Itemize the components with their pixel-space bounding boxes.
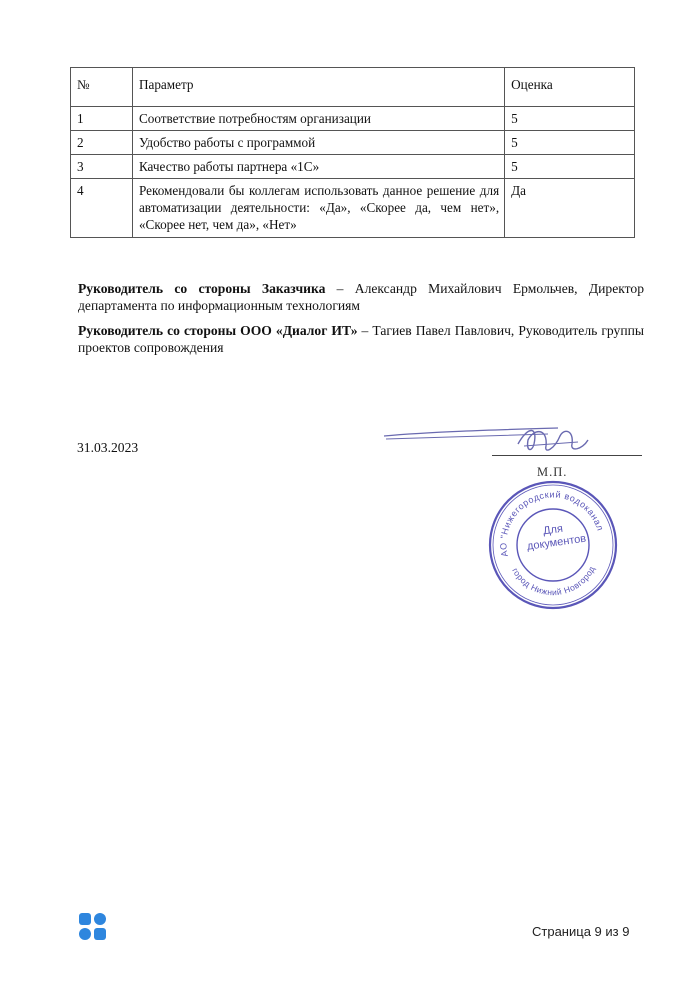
page-number: Страница 9 из 9 xyxy=(532,924,630,939)
company-logo-icon xyxy=(79,913,107,941)
table-header-row xyxy=(71,68,635,107)
contractor-signatory-label: Руководитель со стороны ООО «Диалог ИТ» xyxy=(78,323,358,338)
contractor-signatory xyxy=(78,322,644,356)
header-param: Параметр xyxy=(132,68,504,107)
row-num: 1 xyxy=(71,107,133,131)
row-param: Соответствие потребностям организации xyxy=(132,107,504,131)
header-num: № xyxy=(71,68,133,107)
handwritten-signature xyxy=(378,422,598,462)
row-num: 4 xyxy=(71,179,133,238)
signature-line xyxy=(492,455,642,456)
customer-signatory xyxy=(78,280,644,314)
row-score: 5 xyxy=(505,107,635,131)
customer-signatory-label: Руководитель со стороны Заказчика xyxy=(78,281,326,296)
row-score: 5 xyxy=(505,155,635,179)
row-param: Рекомендовали бы коллегам использовать данное решение для автоматизации деятельности: «Да», «Скорее да, чем нет», «Скорее нет, чем да», «Нет» xyxy=(132,179,504,238)
table-row xyxy=(71,131,635,155)
row-param: Качество работы партнера «1С» xyxy=(132,155,504,179)
customer-signatory-text: – Александр Михайлович Ермольчев, Директор департамента по информационным технологиям xyxy=(78,281,645,313)
row-score: 5 xyxy=(505,131,635,155)
stamp-bottom-text: город Нижний Новгород xyxy=(510,564,597,598)
stamp-center-text: Для документов xyxy=(526,522,587,553)
row-score: Да xyxy=(505,179,635,238)
mp-label: М.П. xyxy=(537,465,568,479)
header-score: Оценка xyxy=(505,68,635,107)
stamp-outer-text: АО "Нижегородский водоканал xyxy=(498,489,606,558)
row-num: 2 xyxy=(71,131,133,155)
row-param: Удобство работы с программой xyxy=(132,131,504,155)
organization-stamp xyxy=(486,478,620,612)
contractor-signatory-text: – Тагиев Павел Павлович, Руководитель группы проектов сопровождения xyxy=(78,323,645,355)
evaluation-table xyxy=(70,67,635,238)
table-row xyxy=(71,179,635,238)
document-date: 31.03.2023 xyxy=(77,440,139,455)
table-row xyxy=(71,155,635,179)
row-num: 3 xyxy=(71,155,133,179)
table-row xyxy=(71,107,635,131)
